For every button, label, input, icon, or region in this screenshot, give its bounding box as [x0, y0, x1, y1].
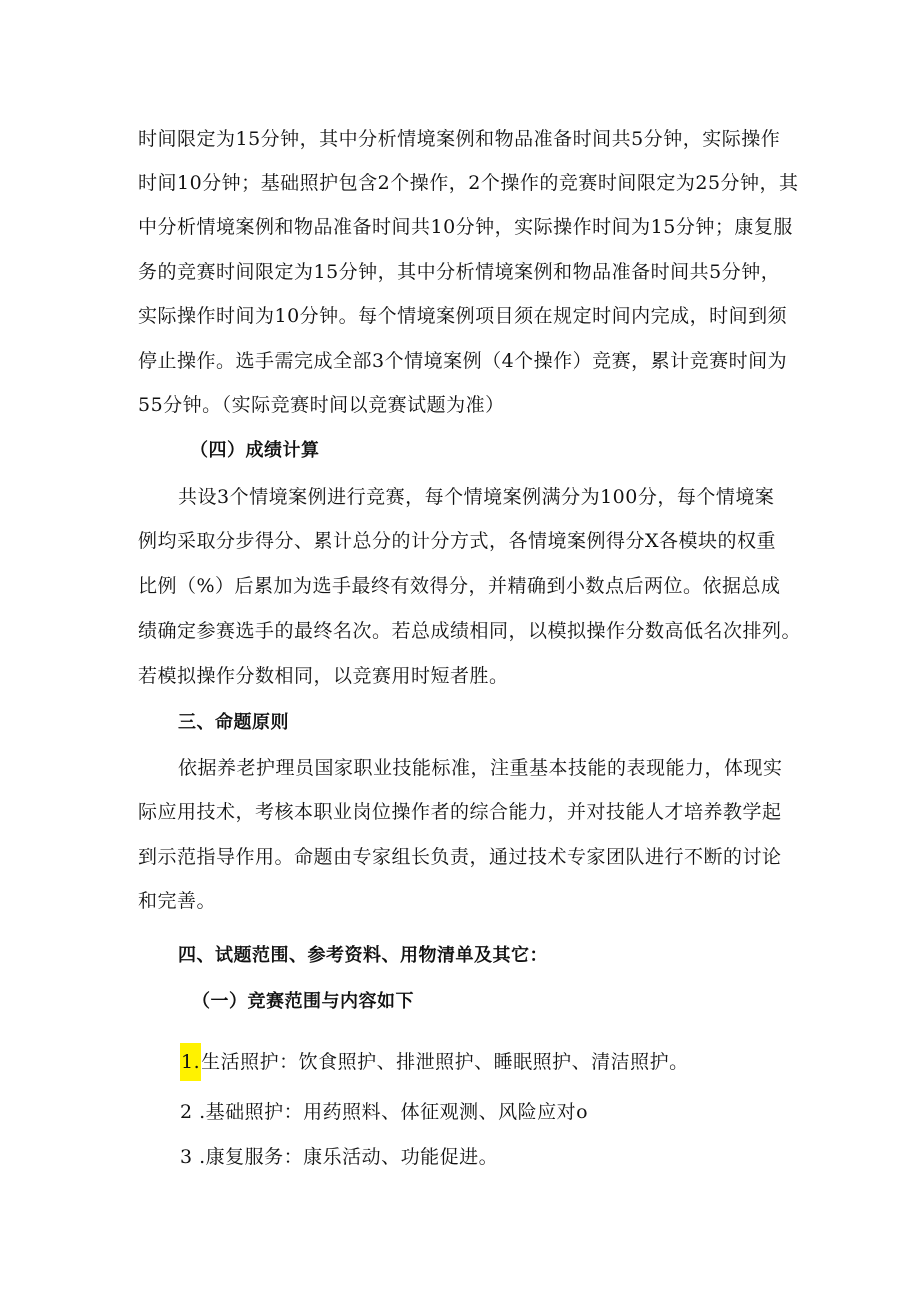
para-principle-line-2: 际应用技术，考核本职业岗位操作者的综合能力，并对技能人才培养教学起: [138, 801, 782, 823]
para-score-line-4: 绩确定参赛选手的最终名次。若总成绩相同，以模拟操作分数高低名次排列。: [138, 620, 802, 642]
para-time-line-7: 55分钟。（实际竞赛时间以竞赛试题为准）: [138, 394, 505, 416]
list-item-2: 2 .基础照护：用药照料、体征观测、风险应对o: [180, 1101, 589, 1123]
para-score-line-1: 共设3个情境案例进行竞赛，每个情境案例满分为100分，每个情境案: [178, 486, 775, 508]
para-time-line-1: 时间限定为15分钟，其中分析情境案例和物品准备时间共5分钟，实际操作: [138, 128, 781, 150]
list-item-1: [180, 1047, 689, 1074]
para-score-line-2: 例均采取分步得分、累计总分的计分方式，各情境案例得分X各模块的权重: [138, 530, 777, 552]
heading-principle: 三、命题原则: [178, 712, 289, 733]
para-time-line-2: 时间10分钟；基础照护包含2个操作，2个操作的竞赛时间限定为25分钟，其: [138, 172, 799, 194]
para-principle-line-4: 和完善。: [138, 890, 217, 912]
para-principle-line-3: 到示范指导作用。命题由专家组长负责，通过技术专家团队进行不断的讨论: [138, 846, 782, 868]
heading-content: （一）竞赛范围与内容如下: [192, 991, 414, 1012]
highlight-number: 1.: [180, 1043, 201, 1081]
heading-score: （四）成绩计算: [190, 440, 320, 461]
para-principle-line-1: 依据养老护理员国家职业技能标准，注重基本技能的表现能力，体现实: [178, 757, 783, 779]
para-time-line-5: 实际操作时间为10分钟。每个情境案例项目须在规定时间内完成，时间到须: [138, 305, 788, 327]
para-score-line-3: 比例（%）后累加为选手最终有效得分，并精确到小数点后两位。依据总成: [138, 575, 781, 597]
para-time-line-3: 中分析情境案例和物品准备时间共10分钟，实际操作时间为15分钟；康复服: [138, 216, 793, 238]
heading-scope: 四、试题范围、参考资料、用物清单及其它：: [178, 945, 548, 966]
para-score-line-5: 若模拟操作分数相同，以竞赛用时短者胜。: [138, 665, 509, 687]
para-time-line-4: 务的竞赛时间限定为15分钟，其中分析情境案例和物品准备时间共5分钟，: [138, 261, 781, 283]
list-item-1-text: 生活照护：饮食照护、排泄照护、睡眠照护、清洁照护。: [201, 1051, 689, 1073]
para-time-line-6: 停止操作。选手需完成全部3个情境案例（4个操作）竞赛，累计竞赛时间为: [138, 350, 788, 372]
list-item-3: 3 .康复服务：康乐活动、功能促进。: [180, 1146, 499, 1168]
